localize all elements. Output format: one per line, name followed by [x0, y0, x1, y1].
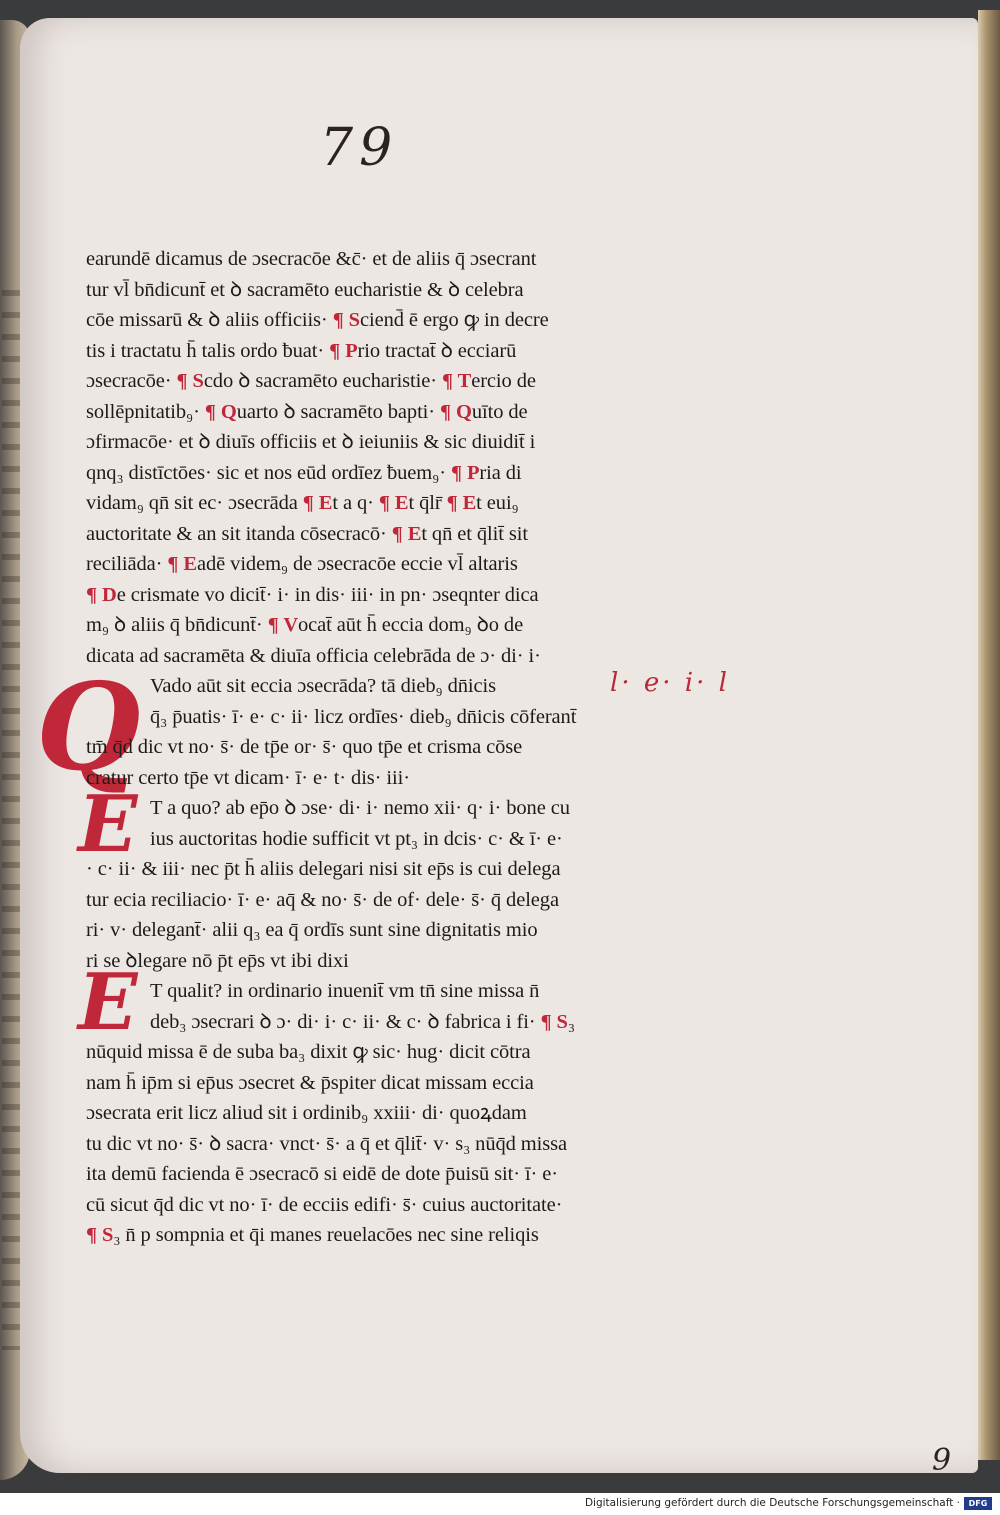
text-line: nam h̄ ip̄m si ep̄us ɔsecret & p̄spiter dicat missam eccia: [86, 1071, 534, 1094]
paragraph-mark: ¶ T: [442, 370, 472, 392]
paragraph-mark: ¶ Q: [204, 400, 237, 423]
paragraph-mark: ¶ E: [378, 492, 409, 514]
initial-q: Q: [36, 657, 141, 798]
text-line: dicata ad sacramēta & diuīa officia celebrāda de ɔ· di· i·: [86, 644, 541, 667]
text-line: vidam₉ qn̄ sit ec· ɔsecrāda ¶ Et a q· ¶ Et q̄lr̄ ¶ Et eui₉: [86, 492, 519, 514]
text-line: ius auctoritas hodie sufficit vt pt₃ in dcis· c· & ī· e·: [150, 827, 563, 850]
text-line: cōe missarū & ꝺ aliis officiis· ¶ Sciend̄ ē ergo ꝙ in decre: [86, 309, 549, 331]
text-line: deb₃ ɔsecrari ꝺ ɔ· di· i· c· ii· & c· ꝺ fabrica i fi· ¶ S₃: [150, 1010, 575, 1033]
manuscript-page: [20, 18, 978, 1478]
folio-number-bottom: 9: [932, 1443, 952, 1478]
text-line: tis i tractatu h̄ talis ordo ƀuat· ¶ Prio tractat̄ ꝺ ecciarū: [86, 339, 517, 362]
text-line: reciliāda· ¶ Eadē videm₉ de ɔsecracōe eccie vl̄ altaris: [86, 553, 518, 575]
text-line: tur ecia reciliacio· ī· e· aq̄ & no· s̄· de of· dele· s̄· q̄ delega: [86, 888, 559, 911]
text-line: ɔsecrata erit licz aliud sit i ordinib₉ xxiii· di· quoꝝdam: [86, 1102, 527, 1124]
text-line: ri· v· delegant̄· alii q₃ ea q̄ ordīs sunt sine dignitatis mio: [86, 919, 538, 941]
text-line: ¶ S₃ n̄ p sompnia et q̄i manes reuelacōes nec sine reliqis: [86, 1224, 539, 1246]
initial-e-first: E: [78, 779, 138, 870]
text-line: ¶ De crismate vo dicit̄· i· in dis· iii· in pn· ɔseqnter dica: [86, 583, 539, 606]
margin-annotation: l· e· i· l: [610, 668, 730, 698]
text-column: [86, 244, 706, 1251]
paragraph-mark: ¶ S: [86, 1224, 114, 1246]
text-line: tu dic vt no· s̄· ꝺ sacra· vnct· s̄· a q̄ et q̄lit̄· v· s₃ nūq̄d missa: [86, 1132, 568, 1155]
text-line: · c· ii· & iii· nec p̄t h̄ aliis delegari nisi sit ep̄s is cui delega: [86, 858, 561, 880]
text-line: cū sicut q̄d dic vt no· ī· de ecciis edifi· s̄· cuius auctoritate·: [86, 1193, 563, 1216]
text-line: ɔfirmacōe· et ꝺ diuīs officiis et ꝺ ieiuniis & sic diuidit̄ i: [86, 431, 536, 453]
initial-e-second: E: [78, 957, 138, 1048]
funding-credit: Digitalisierung gefördert durch die Deutsche Forschungsgemeinschaft ·: [584, 1497, 960, 1509]
text-line: cratur certo tp̄e vt dicam· ī· e· t· dis· iii·: [86, 766, 410, 789]
paragraph-mark: ¶ Q: [440, 400, 472, 423]
paragraph-mark: ¶ E: [167, 553, 197, 575]
paragraph-mark: ¶ S: [540, 1010, 568, 1033]
book-edge: [978, 10, 1000, 1460]
dfg-logo: DFG: [964, 1497, 992, 1510]
text-line: earundē dicamus de ɔsecracōe &c̄· et de aliis q̄ ɔsecrant: [86, 248, 537, 270]
text-line: nūquid missa ē de suba ba₃ dixit ꝙ sic· hug· dicit cōtra: [86, 1041, 531, 1063]
text-line: tm̄ q̄d dic vt no· s̄· de tp̄e or· s̄· quo tp̄e et crisma cōse: [86, 736, 523, 758]
text-line: qnq₃ distīctōes· sic et nos eūd ordīez ƀuem₉· ¶ Pria di: [86, 461, 522, 484]
paragraph-mark: ¶ V: [267, 614, 299, 636]
paragraph-mark: ¶ E: [391, 522, 422, 545]
text-line: auctoritate & an sit itanda cōsecracō· ¶ Et qn̄ et q̄lit̄ sit: [86, 522, 528, 545]
text-line: T qualit? in ordinario inuenit̄ vm tn̄ sine missa n̄: [150, 980, 540, 1002]
folio-number-top: 79: [320, 118, 399, 178]
paragraph-mark: ¶ P: [450, 461, 480, 484]
text-line: m₉ ꝺ aliis q̄ bn̄dicunt̄· ¶ Vocat̄ aūt h̄ eccia dom₉ ꝺo de: [86, 614, 524, 636]
text-line: T a quo? ab ep̄o ꝺ ɔse· di· i· nemo xii· q· i· bone cu: [150, 797, 570, 819]
text-line: sollēpnitatib₉· ¶ Quarto ꝺ sacramēto bapti· ¶ Quīto de: [86, 400, 528, 423]
text-line: ɔsecracōe· ¶ Scdo ꝺ sacramēto eucharistie· ¶ Tercio de: [86, 370, 536, 392]
paragraph-mark: ¶ S: [332, 309, 360, 331]
paragraph-mark: ¶ S: [176, 370, 204, 392]
paragraph-mark: ¶ E: [302, 492, 333, 514]
text-line: tur vl̄ bn̄dicunt̄ et ꝺ sacramēto eucharistie & ꝺ celebra: [86, 278, 524, 301]
paragraph-mark: ¶ D: [86, 583, 117, 606]
paragraph-mark: ¶ P: [329, 339, 358, 362]
footer-bar: [0, 1493, 1000, 1515]
text-line: ita demū facienda ē ɔsecracō si eidē de dote p̄uisū sit· ī· e·: [86, 1163, 559, 1185]
paragraph-mark: ¶ E: [446, 492, 477, 514]
text-line: ri se ꝺlegare nō p̄t ep̄s vt ibi dixi: [86, 949, 349, 972]
text-line: q̄₃ p̄uatis· ī· e· c· ii· licz ordīes· dieb₉ dn̄icis cōferant̄: [150, 705, 577, 728]
text-line: Vado aūt sit eccia ɔsecrāda? tā dieb₉ dn̄icis: [150, 675, 496, 697]
